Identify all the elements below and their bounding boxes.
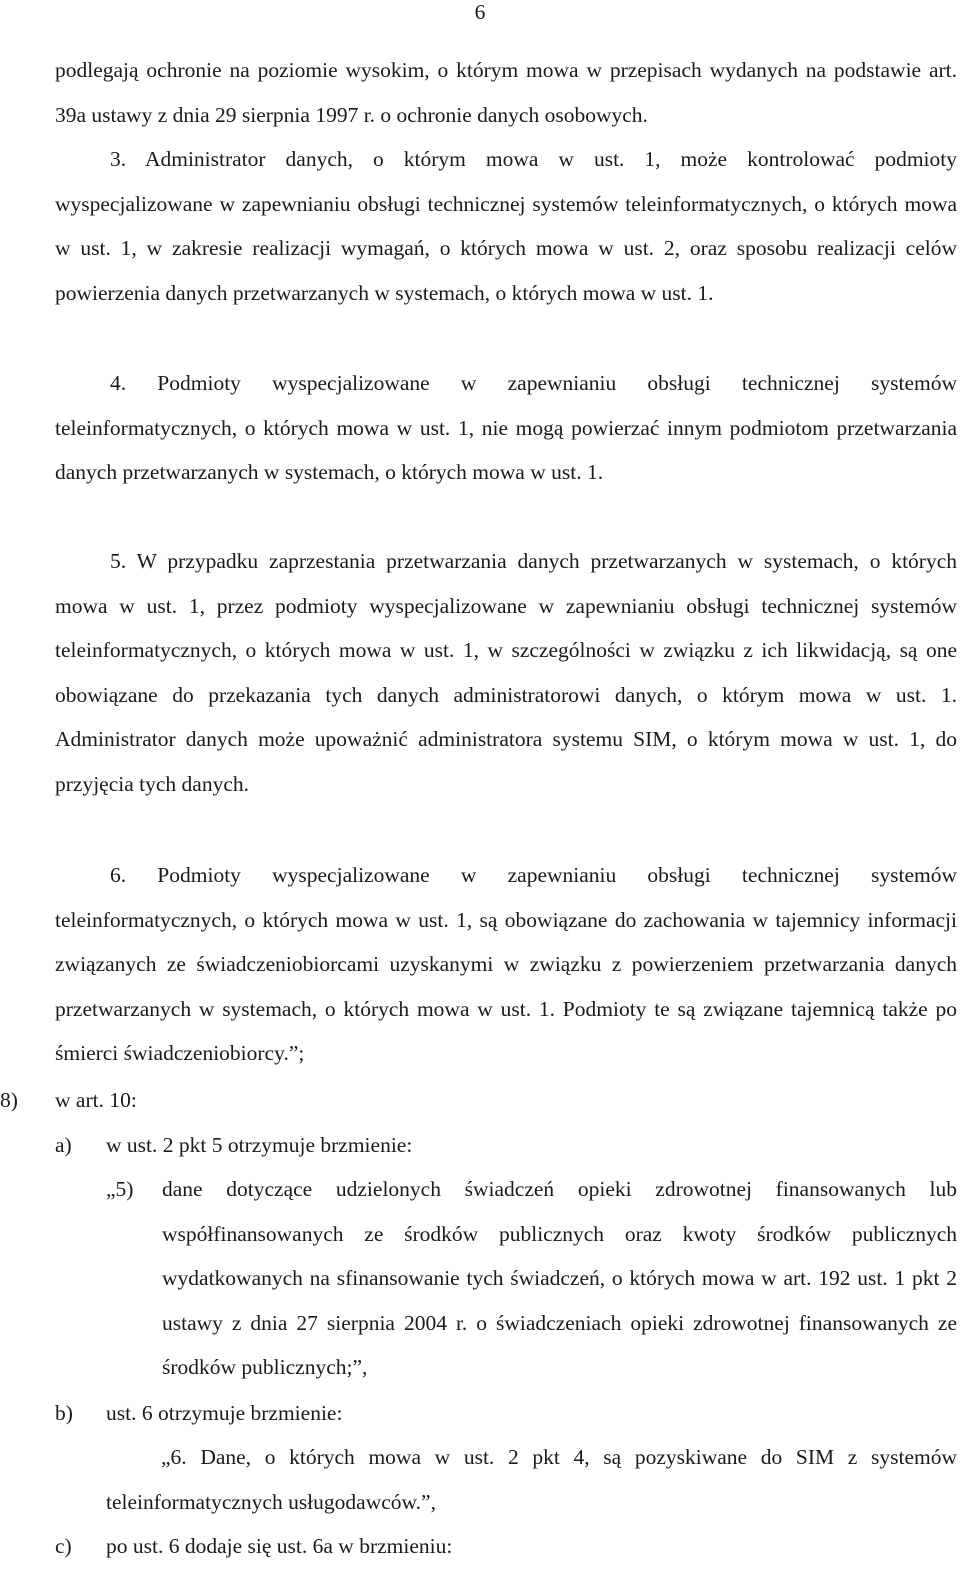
paragraph-continuation: podlegają ochronie na poziomie wysokim, o którym mowa w przepisach wydanych na podstawie art. 39a ustawy z dnia 29 sierpnia 1997 r. o ochronie danych osobowych. [55, 58, 957, 127]
paragraph-3: 3. Administrator danych, o którym mowa w ust. 1, może kontrolować podmioty wyspecjalizowane w zapewnianiu obsługi technicznej systemów teleinformatycznych, o których mowa w ust. 1, w zakresie realizacji wymagań, o których mowa w ust. 2, oraz sposobu realizacji celów powierzenia danych przetwarzanych w systemach, o których mowa w ust. 1. [55, 147, 957, 305]
quote-point-5 [106, 1167, 957, 1392]
quote-point-5-body: dane dotyczące udzielonych świadczeń opieki zdrowotnej finansowanych lub współfinansowanych ze środków publicznych oraz kwoty środków publicznych wydatkowanych na sfinansowanie tych świadczeń, o których mowa w art. 192 ust. 1 pkt 2 ustawy z dnia 27 sierpnia 2004 r. o świadczeniach opieki zdrowotnej finansowanych ze środków publicznych;”, [162, 1177, 957, 1380]
sub-item-c-text: po ust. 6 dodaje się ust. 6a w brzmieniu: [106, 1534, 453, 1558]
item-8-marker: 8) [0, 1088, 18, 1112]
quote-point-5-marker: „5) [106, 1177, 134, 1201]
sub-item-b-letter: b) [55, 1401, 73, 1425]
quote-ust-6: „6. Dane, o których mowa w ust. 2 pkt 4, są pozyskiwane do SIM z systemów teleinformatycznych usługodawców.”, [106, 1445, 957, 1514]
sub-item-c-letter: c) [55, 1534, 72, 1558]
paragraph-5: 5. W przypadku zaprzestania przetwarzania danych przetwarzanych w systemach, o których mowa w ust. 1, przez podmioty wyspecjalizowane w zapewnianiu obsługi technicznej systemów teleinformatycznych, o których mowa w ust. 1, w szczególności w związku z ich likwidacją, są one obowiązane do przekazania tych danych administratorowi danych, o którym mowa w ust. 1. Administrator danych może upoważnić administratora systemu SIM, o którym mowa w ust. 1, do przyjęcia tych danych. [55, 549, 957, 796]
sub-item-b-text: ust. 6 otrzymuje brzmienie: [106, 1401, 343, 1425]
paragraph-6: 6. Podmioty wyspecjalizowane w zapewnianiu obsługi technicznej systemów teleinformatycznych, o których mowa w ust. 1, są obowiązane do zachowania w tajemnicy informacji związanych ze świadczeniobiorcami uzyskanymi w związku z powierzeniem przetwarzania danych przetwarzanych w systemach, o których mowa w ust. 1. Podmioty te są związane tajemnicą także po śmierci świadczeniobiorcy.”; [55, 863, 957, 1066]
paragraph-4: 4. Podmioty wyspecjalizowane w zapewnianiu obsługi technicznej systemów teleinformatycznych, o których mowa w ust. 1, nie mogą powierzać innym podmiotom przetwarzania danych przetwarzanych w systemach, o których mowa w ust. 1. [55, 371, 957, 485]
page-number: 6 [474, 0, 486, 24]
sub-item-a-letter: a) [55, 1133, 72, 1157]
sub-item-a-text: w ust. 2 pkt 5 otrzymuje brzmienie: [106, 1133, 413, 1157]
item-8-text: w art. 10: [55, 1088, 137, 1112]
